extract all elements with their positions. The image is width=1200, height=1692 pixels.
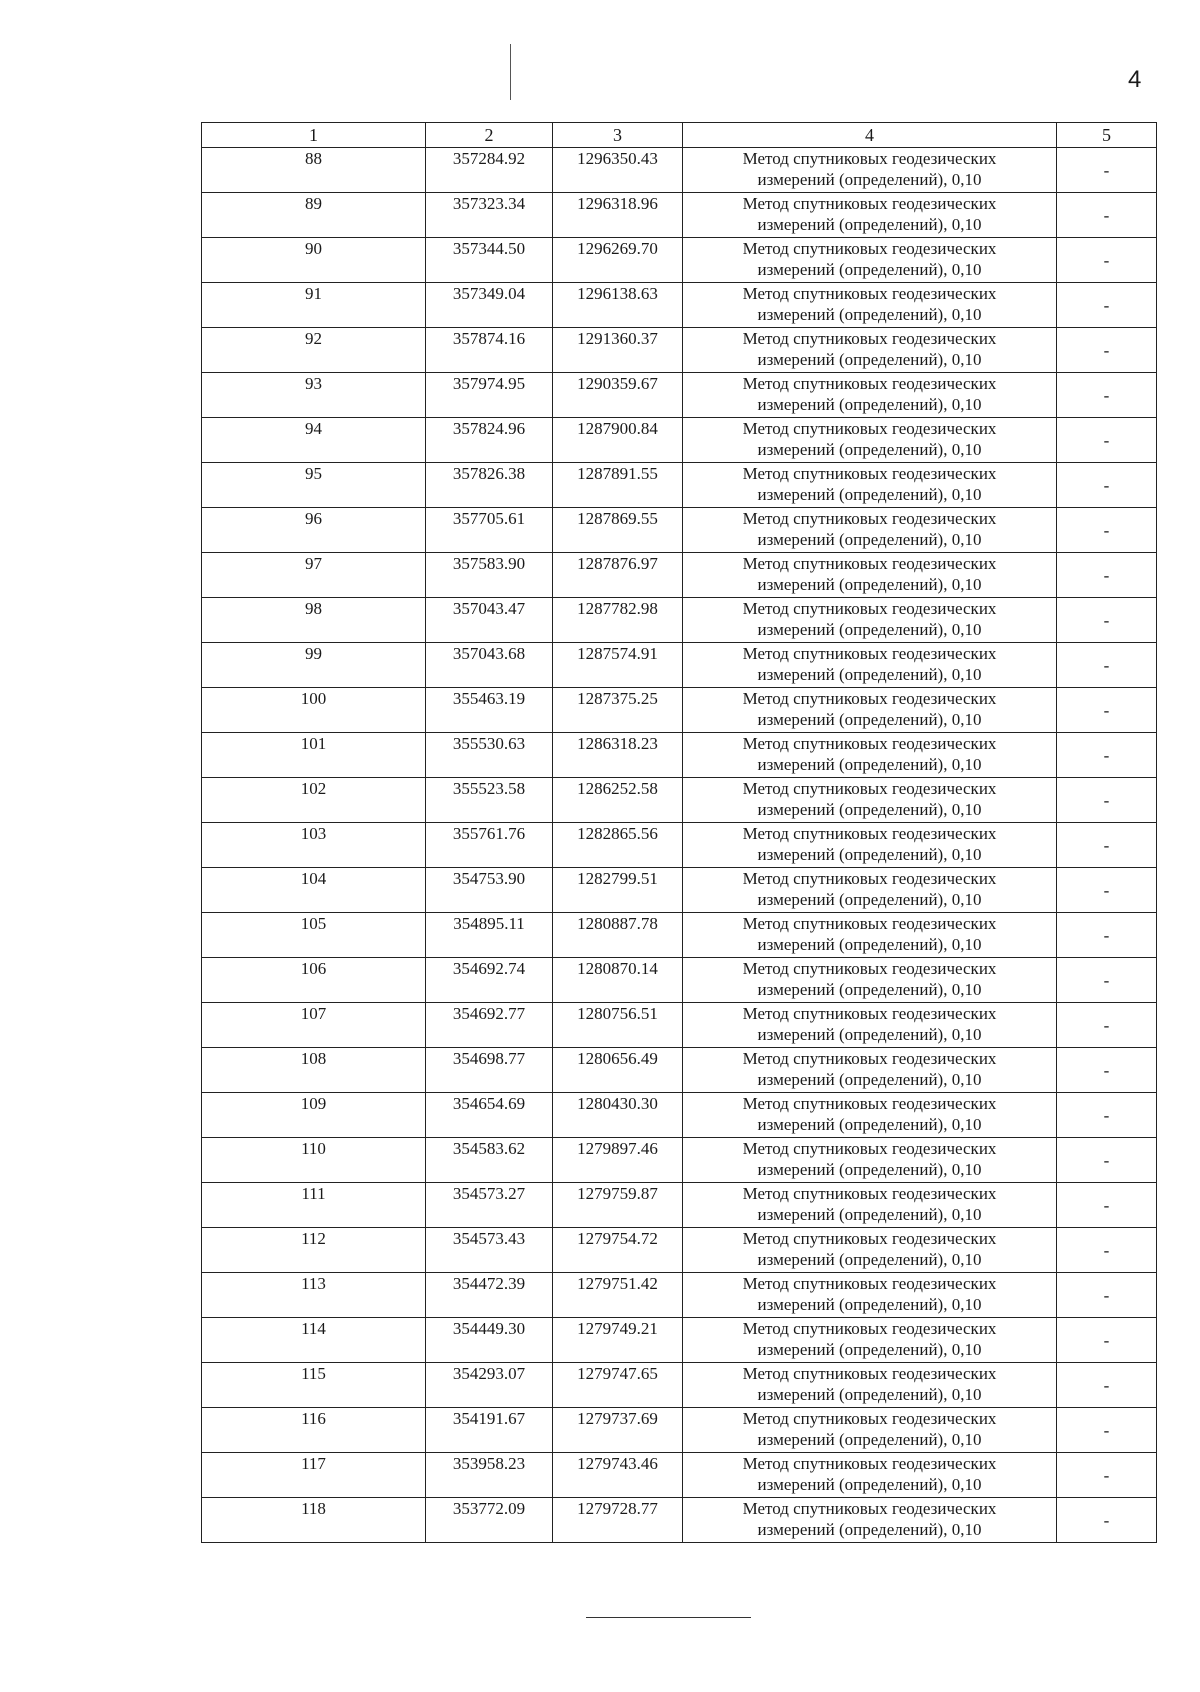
method-line-2: измерений (определений), 0,10 [757,845,982,864]
method-line-1: Метод спутниковых геодезических [742,1229,997,1248]
x-coordinate-cell: 354573.27 [426,1183,553,1228]
table-row [202,1273,1157,1318]
note-cell: - [1057,778,1157,823]
x-coordinate-cell: 357323.34 [426,193,553,238]
method-cell [683,1228,1057,1273]
y-coordinate-cell: 1279751.42 [553,1273,683,1318]
header-col-2: 2 [426,123,553,148]
point-number-cell: 116 [202,1408,426,1453]
point-number-cell: 92 [202,328,426,373]
note-cell: - [1057,283,1157,328]
x-coordinate-cell: 354293.07 [426,1363,553,1408]
table-row [202,598,1157,643]
table-row [202,373,1157,418]
method-line-2: измерений (определений), 0,10 [757,620,982,639]
point-number-cell: 114 [202,1318,426,1363]
x-coordinate-cell: 357583.90 [426,553,553,598]
method-cell [683,1408,1057,1453]
point-number-cell: 89 [202,193,426,238]
method-cell [683,1183,1057,1228]
method-cell [683,688,1057,733]
method-line-2: измерений (определений), 0,10 [757,890,982,909]
method-line-1: Метод спутниковых геодезических [742,239,997,258]
table-row [202,1363,1157,1408]
x-coordinate-cell: 354692.77 [426,1003,553,1048]
x-coordinate-cell: 354692.74 [426,958,553,1003]
point-number-cell: 117 [202,1453,426,1498]
method-cell [683,958,1057,1003]
note-cell: - [1057,823,1157,868]
method-line-1: Метод спутниковых геодезических [742,824,997,843]
x-coordinate-cell: 354449.30 [426,1318,553,1363]
point-number-cell: 91 [202,283,426,328]
note-cell: - [1057,1408,1157,1453]
method-line-2: измерений (определений), 0,10 [757,665,982,684]
table-row [202,193,1157,238]
method-cell [683,733,1057,778]
point-number-cell: 104 [202,868,426,913]
x-coordinate-cell: 354654.69 [426,1093,553,1138]
table-row [202,1318,1157,1363]
y-coordinate-cell: 1279728.77 [553,1498,683,1543]
method-cell [683,1453,1057,1498]
table-row [202,1093,1157,1138]
page-number: 4 [1128,66,1142,93]
method-line-1: Метод спутниковых геодезических [742,1499,997,1518]
table-row [202,1138,1157,1183]
note-cell: - [1057,1048,1157,1093]
method-line-1: Метод спутниковых геодезических [742,194,997,213]
y-coordinate-cell: 1287891.55 [553,463,683,508]
table-header-row [202,123,1157,148]
method-line-2: измерений (определений), 0,10 [757,215,982,234]
x-coordinate-cell: 354753.90 [426,868,553,913]
coordinates-table [201,122,1157,1543]
method-line-2: измерений (определений), 0,10 [757,1160,982,1179]
method-line-2: измерений (определений), 0,10 [757,1115,982,1134]
method-line-1: Метод спутниковых геодезических [742,1094,997,1113]
table-row [202,823,1157,868]
method-line-1: Метод спутниковых геодезических [742,689,997,708]
x-coordinate-cell: 355530.63 [426,733,553,778]
method-cell [683,553,1057,598]
table-row [202,463,1157,508]
table-row [202,508,1157,553]
method-cell [683,868,1057,913]
y-coordinate-cell: 1287900.84 [553,418,683,463]
method-line-2: измерений (определений), 0,10 [757,1250,982,1269]
table-row [202,1003,1157,1048]
method-line-2: измерений (определений), 0,10 [757,1340,982,1359]
method-line-1: Метод спутниковых геодезических [742,1274,997,1293]
table-row [202,1453,1157,1498]
method-line-1: Метод спутниковых геодезических [742,959,997,978]
y-coordinate-cell: 1279749.21 [553,1318,683,1363]
header-col-3: 3 [553,123,683,148]
point-number-cell: 95 [202,463,426,508]
method-line-2: измерений (определений), 0,10 [757,395,982,414]
point-number-cell: 93 [202,373,426,418]
header-col-5: 5 [1057,123,1157,148]
x-coordinate-cell: 354573.43 [426,1228,553,1273]
method-line-2: измерений (определений), 0,10 [757,575,982,594]
x-coordinate-cell: 355523.58 [426,778,553,823]
y-coordinate-cell: 1279737.69 [553,1408,683,1453]
method-line-2: измерений (определений), 0,10 [757,755,982,774]
method-cell [683,1273,1057,1318]
y-coordinate-cell: 1287375.25 [553,688,683,733]
method-cell [683,643,1057,688]
x-coordinate-cell: 357344.50 [426,238,553,283]
point-number-cell: 101 [202,733,426,778]
y-coordinate-cell: 1279747.65 [553,1363,683,1408]
x-coordinate-cell: 357705.61 [426,508,553,553]
point-number-cell: 105 [202,913,426,958]
point-number-cell: 113 [202,1273,426,1318]
method-line-1: Метод спутниковых геодезических [742,374,997,393]
method-line-2: измерений (определений), 0,10 [757,530,982,549]
method-line-1: Метод спутниковых геодезических [742,1364,997,1383]
note-cell: - [1057,1138,1157,1183]
table-row [202,1048,1157,1093]
method-line-2: измерений (определений), 0,10 [757,710,982,729]
method-line-1: Метод спутниковых геодезических [742,599,997,618]
table-row [202,733,1157,778]
x-coordinate-cell: 357874.16 [426,328,553,373]
method-cell [683,1093,1057,1138]
note-cell: - [1057,553,1157,598]
point-number-cell: 118 [202,1498,426,1543]
x-coordinate-cell: 354698.77 [426,1048,553,1093]
note-cell: - [1057,373,1157,418]
method-line-2: измерений (определений), 0,10 [757,800,982,819]
table-row [202,778,1157,823]
point-number-cell: 90 [202,238,426,283]
method-line-2: измерений (определений), 0,10 [757,350,982,369]
y-coordinate-cell: 1280430.30 [553,1093,683,1138]
y-coordinate-cell: 1280756.51 [553,1003,683,1048]
method-line-1: Метод спутниковых геодезических [742,1184,997,1203]
point-number-cell: 88 [202,148,426,193]
point-number-cell: 107 [202,1003,426,1048]
note-cell: - [1057,913,1157,958]
header-col-4: 4 [683,123,1057,148]
x-coordinate-cell: 353772.09 [426,1498,553,1543]
point-number-cell: 112 [202,1228,426,1273]
y-coordinate-cell: 1280870.14 [553,958,683,1003]
method-cell [683,328,1057,373]
method-cell [683,1138,1057,1183]
y-coordinate-cell: 1280656.49 [553,1048,683,1093]
method-line-1: Метод спутниковых геодезических [742,464,997,483]
method-cell [683,1318,1057,1363]
method-cell [683,1003,1057,1048]
method-line-2: измерений (определений), 0,10 [757,1430,982,1449]
table-row [202,553,1157,598]
y-coordinate-cell: 1287876.97 [553,553,683,598]
x-coordinate-cell: 357824.96 [426,418,553,463]
method-line-1: Метод спутниковых геодезических [742,779,997,798]
table-row [202,868,1157,913]
method-cell [683,1498,1057,1543]
method-line-2: измерений (определений), 0,10 [757,440,982,459]
y-coordinate-cell: 1287869.55 [553,508,683,553]
note-cell: - [1057,643,1157,688]
method-line-2: измерений (определений), 0,10 [757,1205,982,1224]
note-cell: - [1057,1318,1157,1363]
note-cell: - [1057,1363,1157,1408]
bottom-rule [586,1617,751,1618]
point-number-cell: 110 [202,1138,426,1183]
method-line-2: измерений (определений), 0,10 [757,485,982,504]
y-coordinate-cell: 1286252.58 [553,778,683,823]
y-coordinate-cell: 1279743.46 [553,1453,683,1498]
y-coordinate-cell: 1282865.56 [553,823,683,868]
y-coordinate-cell: 1279759.87 [553,1183,683,1228]
x-coordinate-cell: 355463.19 [426,688,553,733]
method-cell [683,1048,1057,1093]
point-number-cell: 100 [202,688,426,733]
point-number-cell: 108 [202,1048,426,1093]
x-coordinate-cell: 354472.39 [426,1273,553,1318]
method-line-2: измерений (определений), 0,10 [757,1520,982,1539]
point-number-cell: 103 [202,823,426,868]
method-line-2: измерений (определений), 0,10 [757,260,982,279]
method-cell [683,778,1057,823]
x-coordinate-cell: 357826.38 [426,463,553,508]
method-cell [683,508,1057,553]
x-coordinate-cell: 354191.67 [426,1408,553,1453]
x-coordinate-cell: 354583.62 [426,1138,553,1183]
method-cell [683,193,1057,238]
note-cell: - [1057,508,1157,553]
y-coordinate-cell: 1282799.51 [553,868,683,913]
table-row [202,283,1157,328]
method-cell [683,283,1057,328]
x-coordinate-cell: 357974.95 [426,373,553,418]
point-number-cell: 111 [202,1183,426,1228]
table-row [202,958,1157,1003]
method-line-2: измерений (определений), 0,10 [757,980,982,999]
y-coordinate-cell: 1279754.72 [553,1228,683,1273]
table-row [202,328,1157,373]
x-coordinate-cell: 357043.68 [426,643,553,688]
method-cell [683,373,1057,418]
note-cell: - [1057,193,1157,238]
note-cell: - [1057,688,1157,733]
method-line-2: измерений (определений), 0,10 [757,1295,982,1314]
table-row [202,1228,1157,1273]
y-coordinate-cell: 1296138.63 [553,283,683,328]
x-coordinate-cell: 357043.47 [426,598,553,643]
point-number-cell: 98 [202,598,426,643]
method-line-1: Метод спутниковых геодезических [742,149,997,168]
y-coordinate-cell: 1296318.96 [553,193,683,238]
method-line-1: Метод спутниковых геодезических [742,1409,997,1428]
method-cell [683,238,1057,283]
method-line-1: Метод спутниковых геодезических [742,1139,997,1158]
table-row [202,643,1157,688]
method-line-1: Метод спутниковых геодезических [742,284,997,303]
method-line-2: измерений (определений), 0,10 [757,1475,982,1494]
point-number-cell: 106 [202,958,426,1003]
method-cell [683,1363,1057,1408]
note-cell: - [1057,958,1157,1003]
note-cell: - [1057,328,1157,373]
y-coordinate-cell: 1280887.78 [553,913,683,958]
method-line-1: Метод спутниковых геодезических [742,329,997,348]
method-line-1: Метод спутниковых геодезических [742,1004,997,1023]
note-cell: - [1057,418,1157,463]
point-number-cell: 102 [202,778,426,823]
table-body [202,148,1157,1543]
x-coordinate-cell: 353958.23 [426,1453,553,1498]
y-coordinate-cell: 1287574.91 [553,643,683,688]
y-coordinate-cell: 1287782.98 [553,598,683,643]
method-line-1: Метод спутниковых геодезических [742,734,997,753]
note-cell: - [1057,1228,1157,1273]
note-cell: - [1057,238,1157,283]
y-coordinate-cell: 1296350.43 [553,148,683,193]
table-row [202,1183,1157,1228]
method-line-1: Метод спутниковых геодезических [742,1454,997,1473]
y-coordinate-cell: 1296269.70 [553,238,683,283]
method-line-1: Метод спутниковых геодезических [742,554,997,573]
note-cell: - [1057,463,1157,508]
x-coordinate-cell: 354895.11 [426,913,553,958]
y-coordinate-cell: 1286318.23 [553,733,683,778]
method-line-2: измерений (определений), 0,10 [757,935,982,954]
method-line-2: измерений (определений), 0,10 [757,1070,982,1089]
method-cell [683,913,1057,958]
method-line-1: Метод спутниковых геодезических [742,419,997,438]
table-row [202,913,1157,958]
note-cell: - [1057,868,1157,913]
method-line-2: измерений (определений), 0,10 [757,170,982,189]
table-row [202,688,1157,733]
table-row [202,1498,1157,1543]
method-line-2: измерений (определений), 0,10 [757,1025,982,1044]
table-row [202,1408,1157,1453]
note-cell: - [1057,1183,1157,1228]
note-cell: - [1057,1498,1157,1543]
method-line-1: Метод спутниковых геодезических [742,1049,997,1068]
x-coordinate-cell: 357349.04 [426,283,553,328]
header-col-1: 1 [202,123,426,148]
note-cell: - [1057,1453,1157,1498]
table-row [202,148,1157,193]
scan-mark-top [510,44,511,100]
method-cell [683,418,1057,463]
point-number-cell: 96 [202,508,426,553]
method-line-1: Метод спутниковых геодезических [742,914,997,933]
note-cell: - [1057,148,1157,193]
y-coordinate-cell: 1279897.46 [553,1138,683,1183]
table-row [202,238,1157,283]
note-cell: - [1057,1093,1157,1138]
method-line-1: Метод спутниковых геодезических [742,644,997,663]
note-cell: - [1057,733,1157,778]
note-cell: - [1057,598,1157,643]
method-cell [683,598,1057,643]
point-number-cell: 115 [202,1363,426,1408]
point-number-cell: 99 [202,643,426,688]
note-cell: - [1057,1273,1157,1318]
point-number-cell: 97 [202,553,426,598]
method-line-1: Метод спутниковых геодезических [742,1319,997,1338]
method-line-2: измерений (определений), 0,10 [757,305,982,324]
method-line-1: Метод спутниковых геодезических [742,869,997,888]
method-line-2: измерений (определений), 0,10 [757,1385,982,1404]
note-cell: - [1057,1003,1157,1048]
x-coordinate-cell: 355761.76 [426,823,553,868]
method-line-1: Метод спутниковых геодезических [742,509,997,528]
point-number-cell: 94 [202,418,426,463]
y-coordinate-cell: 1291360.37 [553,328,683,373]
method-cell [683,823,1057,868]
x-coordinate-cell: 357284.92 [426,148,553,193]
point-number-cell: 109 [202,1093,426,1138]
y-coordinate-cell: 1290359.67 [553,373,683,418]
method-cell [683,463,1057,508]
method-cell [683,148,1057,193]
table-row [202,418,1157,463]
